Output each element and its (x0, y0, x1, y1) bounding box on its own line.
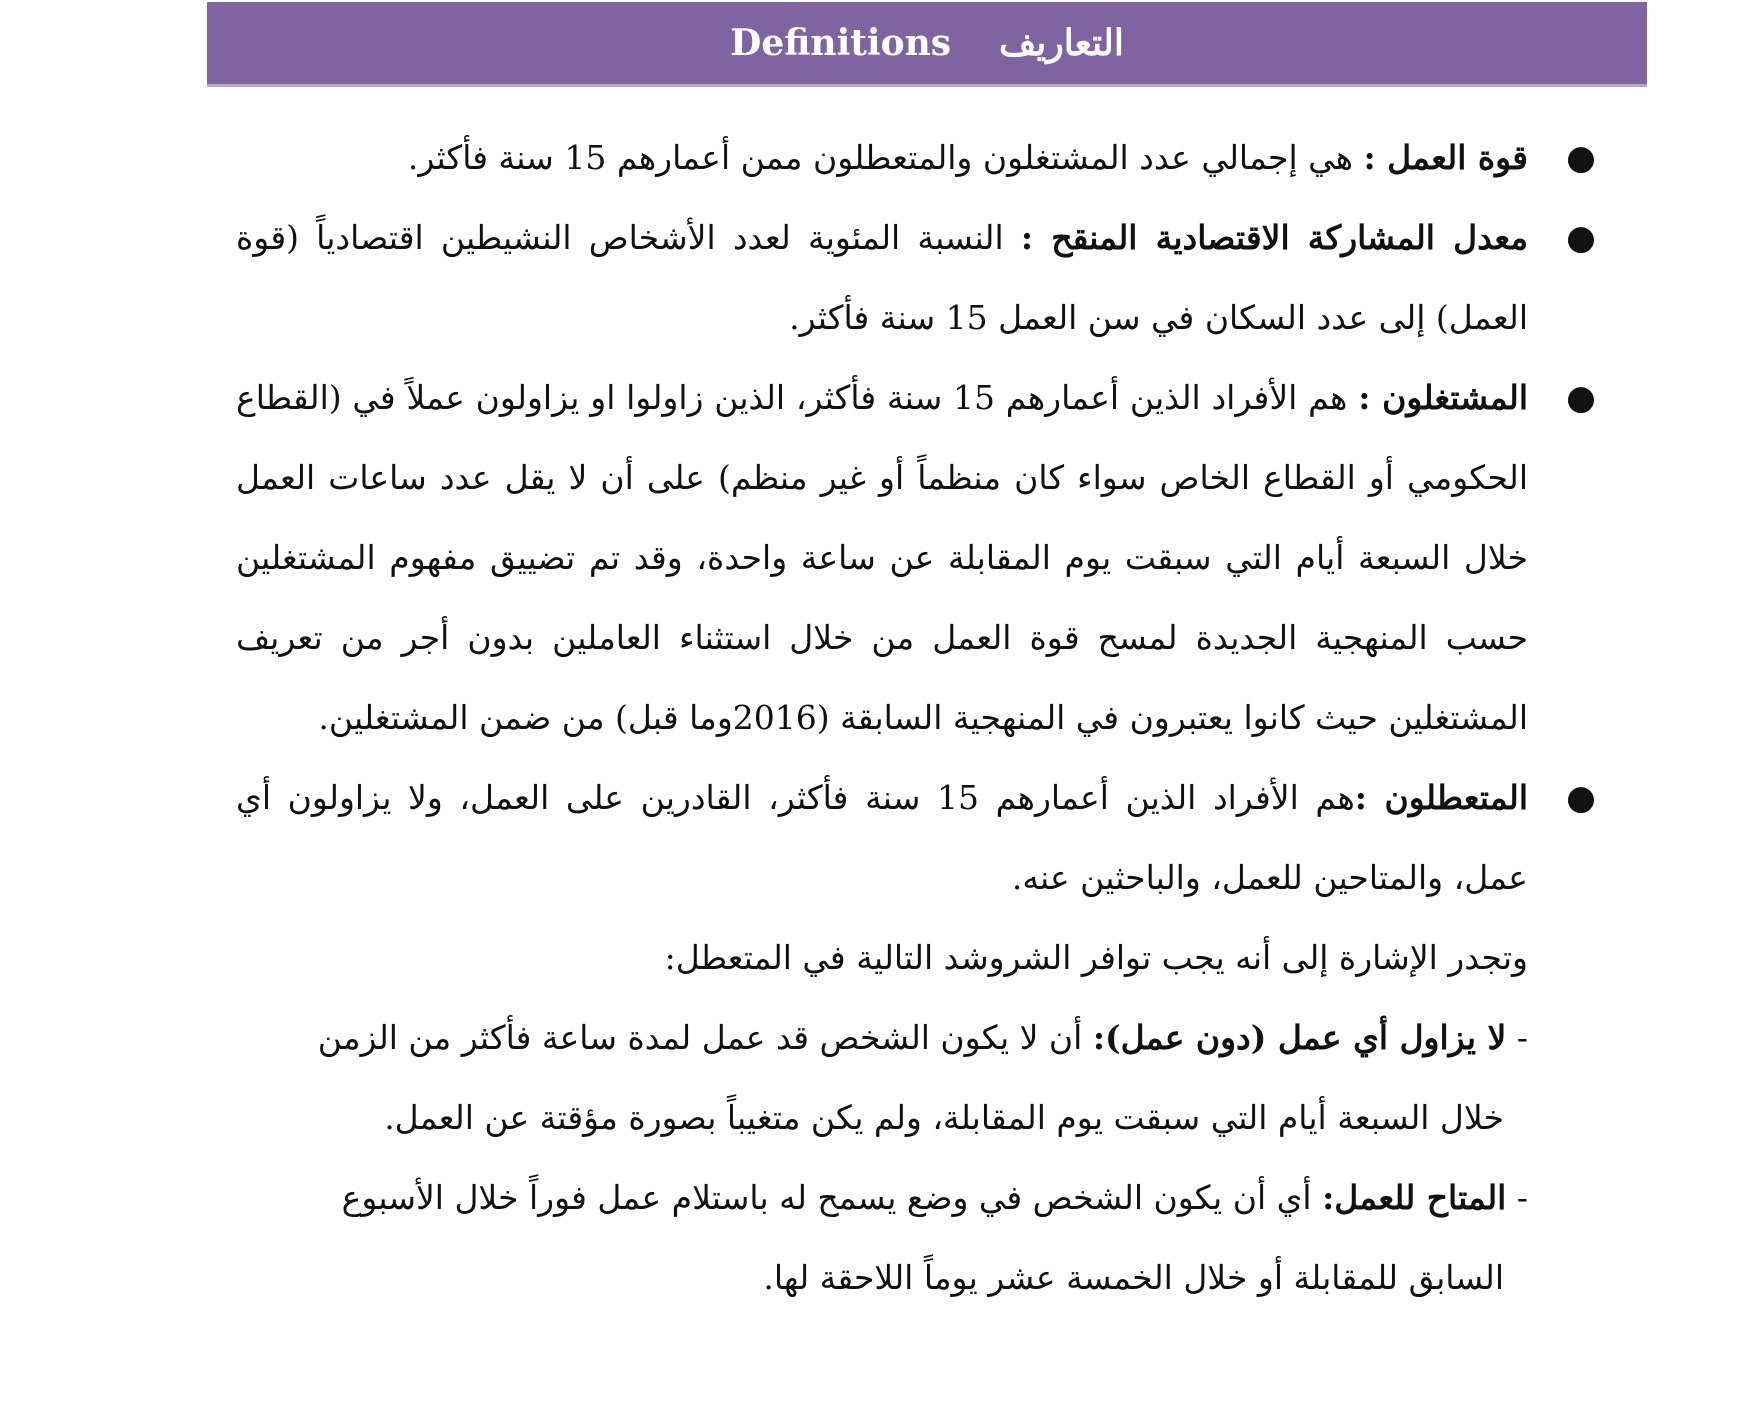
bullet-icon: ● (1566, 778, 1596, 818)
condition-term: المتاح للعمل: (1322, 1178, 1507, 1217)
definition-item (236, 198, 1606, 358)
bullet-icon: ● (1566, 138, 1596, 178)
header-title-english: Definitions (730, 22, 952, 64)
dash-marker: - (1506, 1178, 1528, 1217)
definition-text: هم الأفراد الذين أعمارهم 15 سنة فأكثر، القادرين على العمل، ولا يزاولون أي عمل، والمتاحين للعمل، والباحثين عنه. (236, 778, 1528, 897)
condition-text-continued: السابق للمقابلة أو خلال الخمسة عشر يوماً اللاحقة لها. (763, 1258, 1504, 1297)
conditions-note: وتجدر الإشارة إلى أنه يجب توافر الشروشد التالية في المتعطل: (664, 938, 1528, 977)
definition-item (236, 758, 1606, 918)
condition-item (236, 998, 1606, 1158)
definition-text: النسبة المئوية لعدد الأشخاص النشيطين اقتصادياً (قوة العمل) إلى عدد السكان في سن العمل 15 سنة فأكثر. (236, 218, 1528, 337)
condition-item (236, 1158, 1606, 1318)
section-header (207, 2, 1647, 87)
definition-item (236, 358, 1606, 758)
bullet-icon: ● (1566, 218, 1596, 258)
definition-text: هي إجمالي عدد المشتغلون والمتعطلون ممن أعمارهم 15 سنة فأكثر. (407, 138, 1364, 177)
definitions-body (236, 118, 1606, 1318)
condition-term: لا يزاول أي عمل (دون عمل): (1092, 1018, 1507, 1057)
header-title-arabic: التعاريف (999, 22, 1124, 64)
definition-term: المشتغلون : (1358, 378, 1528, 417)
definition-text: هم الأفراد الذين أعمارهم 15 سنة فأكثر، الذين زاولوا او يزاولون عملاً في (القطاع الحكومي أو القطاع الخاص سواء كان منظماً أو غير منظم) على أن لا يقل عدد ساعات العمل خلال السبعة أيام التي سبقت يوم المقابلة عن ساعة واحدة، وقد تم تضييق مفهوم المشتغلين حسب المنهجية الجديدة لمسح قوة العمل من خلال استثناء العاملين بدون أجر من تعريف المشتغلين حيث كانوا يعتبرون في المنهجية السابقة (2016وما قبل) من ضمن المشتغلين. (236, 378, 1528, 737)
dash-marker: - (1506, 1018, 1528, 1057)
definition-term: قوة العمل : (1363, 138, 1528, 177)
bullet-icon: ● (1566, 378, 1596, 418)
condition-text: أن لا يكون الشخص قد عمل لمدة ساعة فأكثر من الزمن (317, 1018, 1093, 1057)
definition-item (236, 118, 1606, 198)
condition-text-continued: خلال السبعة أيام التي سبقت يوم المقابلة، ولم يكن متغيباً بصورة مؤقتة عن العمل. (384, 1098, 1504, 1137)
definition-term: المتعطلون : (1354, 778, 1528, 817)
condition-text: أي أن يكون الشخص في وضع يسمح له باستلام عمل فوراً خلال الأسبوع (341, 1178, 1323, 1217)
definition-term: معدل المشاركة الاقتصادية المنقح : (1020, 218, 1528, 257)
